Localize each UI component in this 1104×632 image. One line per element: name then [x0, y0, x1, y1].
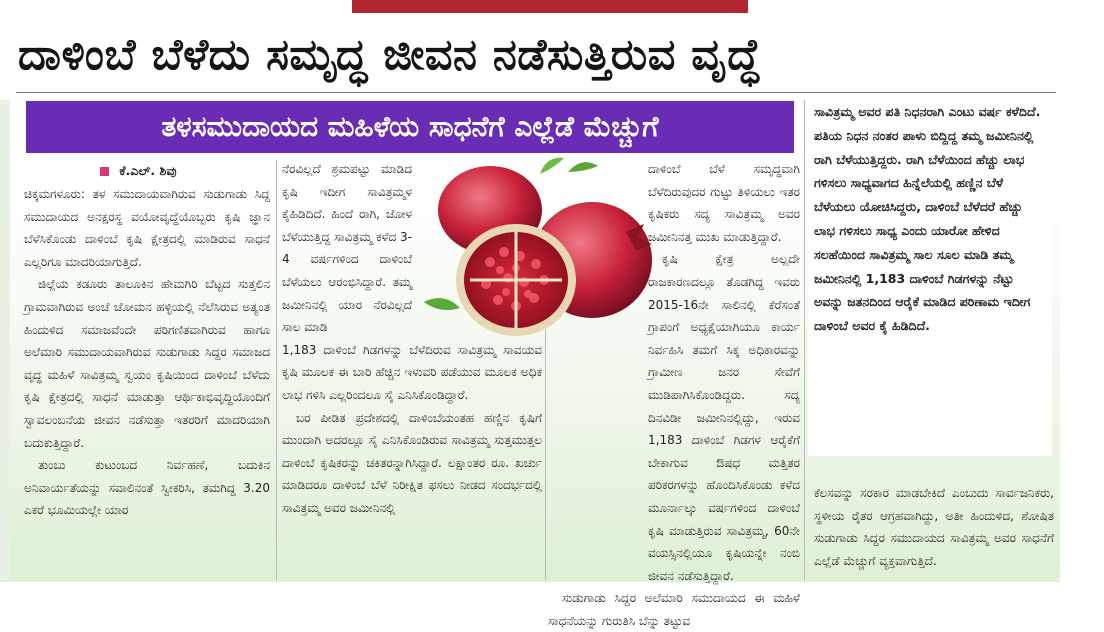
- leaf-icon: [540, 158, 564, 174]
- paragraph: ಚಿಕ್ಕಮಗಳೂರು: ತಳ ಸಮುದಾಯವಾಗಿರುವ ಸುಡುಗಾಡು ಸಿದ್ದ ಸಮುದಾಯದ ಅನಕ್ಷರಸ್ಥ ವಯೋವೃದ್ಧೆಯೊಬ್ಬರು ಕೃಷಿ ಜ್ಞಾನ ಬೆಳೆಸಿಕೊಂಡು ದಾಳಿಂಬೆ ಕೃಷಿ ಕ್ಷೇತ್ರದಲ್ಲಿ ಮಾಡಿರುವ ಸಾಧನೆ ಎಲ್ಲರಿಗೂ ಮಾದರಿಯಾಗುತ್ತಿದೆ.: [24, 187, 270, 269]
- leaf-icon: [568, 162, 598, 172]
- byline-marker-icon: [100, 167, 109, 176]
- column-divider: [804, 100, 805, 580]
- article-column-1: [24, 183, 270, 581]
- column-divider: [545, 330, 546, 580]
- subheadline-banner: ತಳಸಮುದಾಯದ ಮಹಿಳೆಯ ಸಾಧನೆಗೆ ಎಲ್ಲೆಡೆ ಮೆಚ್ಚುಗೆ: [26, 101, 794, 153]
- left-edge-strip: [0, 100, 10, 580]
- paragraph: ದಾಳಿಂಬೆ ಬೆಳೆ ಸಮೃದ್ಧವಾಗಿ ಬೆಳೆದಿರುವುದರ ಗುಟ್ಟು ತಿಳಿಯಲು ಇತರ ಕೃಷಿಕರು ಸದ್ಯ ಸಾವಿತ್ರಮ್ಮ ಅವರ ಜಮೀನಿನತ್ತ ಮುಖ ಮಾಡುತ್ತಿದ್ದಾರೆ.: [648, 162, 800, 244]
- highlight-box-text: ಸಾವಿತ್ರಮ್ಮ ಅವರ ಪತಿ ನಿಧನರಾಗಿ ಎಂಟು ವರ್ಷ ಕಳೆದಿದೆ. ಪತಿಯ ನಿಧನ ನಂತರ ಪಾಳು ಬಿದ್ದಿದ್ದ ತಮ್ಮ ಜಮೀನಿನಲ್ಲಿ ರಾಗಿ ಬೆಳೆಯುತ್ತಿದ್ದರು. ರಾಗಿ ಬೆಳೆಯಿಂದ ಹೆಚ್ಚು ಲಾಭ ಗಳಿಸಲು ಸಾಧ್ಯವಾಗದ ಹಿನ್ನೆಲೆಯಲ್ಲಿ ಹಣ್ಣಿನ ಬೆಳೆ ಬೆಳೆಯಲು ಯೋಚಿಸಿದ್ದರು, ದಾಳಿಂಬೆ ಬೆಳೆದರೆ ಹೆಚ್ಚು ಲಾಭ ಗಳಿಸಲು ಸಾಧ್ಯ ಎಂದು ಯಾರೋ ಹೇಳಿದ ಸಲಹೆಯಿಂದ ಸಾವಿತ್ರಮ್ಮ ಸಾಲ ಸೂಲ ಮಾಡಿ ತಮ್ಮ ಜಮೀನಿನಲ್ಲಿ 1,183 ದಾಳಿಂಬೆ ಗಿಡಗಳನ್ನು ನೆಟ್ಟು ಅವನ್ನು ಜತನದಿಂದ ಆರೈಕೆ ಮಾಡಿದ ಪರಿಣಾಮ ಇದೀಗ ದಾಳಿಂಬೆ ಅವರ ಕೈ ಹಿಡಿದಿದೆ.: [814, 104, 1041, 334]
- column-divider: [276, 160, 277, 580]
- paragraph: ಸುಡುಗಾಡು ಸಿದ್ದರ ಅಲೆಮಾರಿ ಸಮುದಾಯದ ಈ ಮಹಿಳೆ ಸಾಧನೆಯನ್ನು ಗುರುತಿಸಿ ಬೆನ್ನು ತಟ್ಟುವ: [548, 591, 800, 628]
- paragraph: ಕೃಷಿ ಕ್ಷೇತ್ರ ಅಲ್ಲದೇ ರಾಜಕಾರಣದಲ್ಲೂ ತೊಡಗಿದ್ದ ಇವರು 2015-16ನೇ ಸಾಲಿನಲ್ಲಿ ಕೆರೆಸಂತೆ ಗ್ರಾಪಂಗೆ ಅಧ್ಯಕ್ಷೆಯಾಗಿಯೂ ಕಾರ್ಯ ನಿರ್ವಹಿಸಿ ತಮಗೆ ಸಿಕ್ಕ ಅಧಿಕಾರವನ್ನು ಗ್ರಾಮೀಣ ಜನರ ಸೇವೆಗೆ ಮುಡಿಪಾಗಿಸಿಕೊಂಡಿದ್ದರು. ಸದ್ಯ ದಿನವಿಡೀ ಜಮೀನಿನಲ್ಲಿದ್ದು, ಇರುವ 1,183 ದಾಳಿಂಬೆ ಗಿಡಗಳ ಆರೈಕೆಗೆ ಬೇಕಾಗುವ ಔಷಧ ಮತ್ತಿತರ ಪರಿಕರಗಳನ್ನು ಹೊಂದಿಸಿಕೊಂಡು ಕಳೆದ ಮೂರ್ನಾಲ್ಕು ವರ್ಷಗಳಿಂದ ದಾಳಿಂಬೆ ಕೃಷಿ ಮಾಡುತ್ತಿರುವ ಸಾವಿತ್ರಮ್ಮ, 60ನೇ ವಯಸ್ಸಿನಲ್ಲಿಯೂ ಕೃಷಿಯನ್ನೇ ನಂಬಿ ಜೀವನ ನಡೆಸುತ್ತಿದ್ದಾರೆ.: [648, 252, 800, 583]
- leaf-icon: [424, 298, 460, 310]
- byline-author: ಕೆ.ಎಲ್. ಶಿವು: [119, 163, 177, 178]
- paragraph: ತುಂಬು ಕುಟುಂಬದ ನಿರ್ವಹಣೆ, ಬದುಕಿನ ಅನಿವಾರ್ಯತೆಯನ್ನು ಸವಾಲಿನಂತೆ ಸ್ವೀಕರಿಸಿ, ತಮಗಿದ್ದ 3.20 ಎಕರೆ ಭೂಮಿಯಲ್ಲೇ ಯಾರ: [24, 458, 270, 518]
- paragraph: ಜಿಲ್ಲೆಯ ಕಡೂರು ತಾಲೂಕಿನ ಹೇಮಗಿರಿ ಬೆಟ್ಟದ ಸುತ್ತಲಿನ ಗ್ರಾಮವಾಗಿರುವ ಅಂಚೆ ಚೋಮನ ಹಳ್ಳಿಯಲ್ಲಿ ನೆಲೆಸಿರುವ ಅತ್ಯಂತ ಹಿಂದುಳಿದ ಸಮಾಜವೆಂದೇ ಪರಿಗಣಿತವಾಗಿರುವ ಹಾಗೂ ಅಲೆಮಾರಿ ಸಮುದಾಯವಾಗಿರುವ ಸುಡುಗಾಡು ಸಿದ್ದರ ಸಮಾಜದ ವೃದ್ಧ ಮಹಿಳೆ ಸಾವಿತ್ರಮ್ಮ ಸ್ವಯಂ ಕೃಷಿಯಿಂದ ದಾಳಿಂಬೆ ಬೆಳೆದು ಕೃಷಿ ಕ್ಷೇತ್ರದಲ್ಲಿ ಸಾಧನೆ ಮಾಡುತ್ತಾ ಆರ್ಥಿಕಾಭಿವೃದ್ಧಿಯೊಂದಿಗೆ ಸ್ವಾವಲಂಬನೆಯ ಜೀವನ ನಡೆಸುತ್ತಾ ಇತರರಿಗೆ ಮಾದರಿಯಾಗಿ ಬದುಕುತ್ತಿದ್ದಾರೆ.: [24, 277, 270, 450]
- pomegranate-illustration: [420, 152, 660, 342]
- byline: [100, 163, 177, 179]
- paragraph: ಬರ ಪೀಡಿತ ಪ್ರದೇಶದಲ್ಲಿ ದಾಳಿಂಬೆಯಂತಹ ಹಣ್ಣಿನ ಕೃಷಿಗೆ ಮುಂದಾಗಿ ಅದರಲ್ಲೂ ಸೈ ಎನಿಸಿಕೊಂಡಿರುವ ಸಾವಿತ್ರಮ್ಮ ಸುತ್ತಮುತ್ತಲ ದಾಳಿಂಬೆ ಕೃಷಿಕರನ್ನು ಚಕಿತರನ್ನಾಗಿಸಿದ್ದಾರೆ. ಲಕ್ಷಾಂತರ ರೂ. ಖರ್ಚು ಮಾಡಿದರೂ ದಾಳಿಂಬೆ ಬೆಳೆ ನಿರೀಕ್ಷಿತ ಫಸಲು ನೀಡದ ಸಂದರ್ಭದಲ್ಲಿ ಸಾವಿತ್ರಮ್ಮ ಅವರ ಜಮೀನಿನಲ್ಲಿ: [282, 410, 542, 515]
- headline: ದಾಳಿಂಬೆ ಬೆಳೆದು ಸಮೃದ್ಧ ಜೀವನ ನಡೆಸುತ್ತಿರುವ ವೃದ್ಧೆ: [18, 30, 761, 80]
- headline-rule: [16, 92, 1056, 93]
- paragraph: ಕೆಲಸವನ್ನು ಸರಕಾರ ಮಾಡಬೇಕಿದೆ ಎಂಬುದು ಸಾರ್ವಜನಿಕರು, ಸ್ಥಳೀಯ ರೈತರ ಆಗ್ರಹವಾಗಿದ್ದು, ಅತೀ ಹಿಂದುಳಿದ, ಶೋಷಿತ ಸುಡುಗಾಡು ಸಿದ್ದರ ಸಮುದಾಯದ ಸಾವಿತ್ರಮ್ಮ ಅವರ ಸಾಧನೆಗೆ ಎಲ್ಲೆಡೆ ಮೆಚ್ಚುಗೆ ವ್ಯಕ್ತವಾಗುತ್ತಿದೆ.: [814, 486, 1054, 568]
- paragraph: 1,183 ದಾಳಿಂಬೆ ಗಿಡಗಳನ್ನು ಬೆಳೆದಿರುವ ಸಾವಿತ್ರಮ್ಮ ಸಾವಯವ ಕೃಷಿ ಮೂಲಕ ಈ ಬಾರಿ ಹೆಚ್ಚಿನ ಇಳುವರಿ ಪಡೆಯುವ ಮೂಲಕ ಅಧಿಕ ಲಾಭ ಗಳಿಸಿ ಎಲ್ಲರಿಂದಲೂ ಸೈ ಎನಿಸಿಕೊಂಡಿದ್ದಾರೆ.: [282, 342, 542, 402]
- paragraph: ನೆರವಿಲ್ಲದೆ ಶ್ರಮಪಟ್ಟು ಮಾಡಿದ ಕೃಷಿ ಇದೀಗ ಸಾವಿತ್ರಮ್ಮಳ ಕೈಹಿಡಿದಿದೆ. ಹಿಂದೆ ರಾಗಿ, ಜೋಳ ಬೆಳೆಯುತ್ತಿದ್ದ ಸಾವಿತ್ರಮ್ಮ ಕಳೆದ 3-4 ವರ್ಷಗಳಿಂದ ದಾಳಿಂಬೆ ಬೆಳೆಯಲು ಆರಂಭಿಸಿದ್ದಾರೆ. ತಮ್ಮ ಜಮೀನಿನಲ್ಲಿ ಯಾರ ನೆರವಿಲ್ಲದೆ ಸಾಲ ಮಾಡಿ: [282, 162, 412, 335]
- article-column-4: [814, 482, 1054, 582]
- highlight-box: [808, 100, 1052, 456]
- top-color-band: [352, 0, 748, 13]
